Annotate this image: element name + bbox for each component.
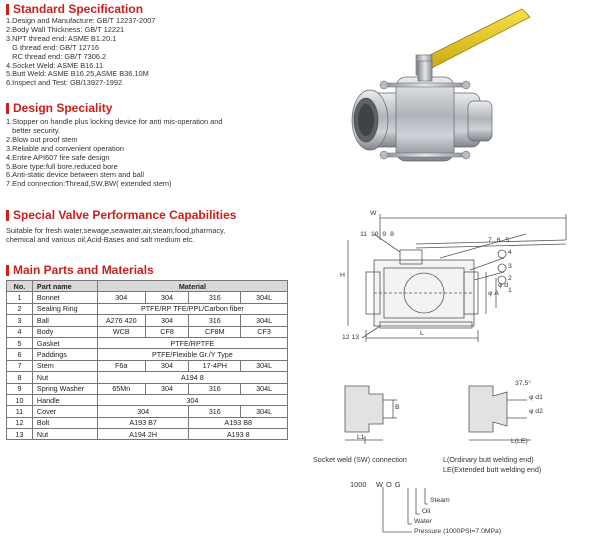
- row-part-name: Nut: [32, 372, 97, 383]
- material-cell: 17-4PH: [189, 360, 241, 371]
- material-cell: 304L: [241, 406, 288, 417]
- material-cell: 304L: [241, 383, 288, 394]
- material-cell: 65Mn: [97, 383, 145, 394]
- table-row: [7, 417, 288, 428]
- row-no: 10: [7, 394, 33, 405]
- row-no: 1: [7, 292, 33, 303]
- socket-weld-detail-icon: [335, 378, 435, 448]
- callout-8: 8: [390, 231, 394, 238]
- butt-weld-detail-icon: [455, 378, 565, 448]
- valve-section-drawing: [340, 210, 590, 370]
- row-no: 13: [7, 429, 33, 440]
- row-no: 9: [7, 383, 33, 394]
- table-row: [7, 429, 288, 440]
- legend-oil: Oil: [422, 508, 431, 515]
- row-no: 12: [7, 417, 33, 428]
- code-letters: W O G: [376, 480, 402, 489]
- title-bar-icon: [6, 265, 9, 276]
- row-part-name: Sealing Ring: [32, 303, 97, 314]
- title-bar-icon: [6, 103, 9, 114]
- table-row: [7, 337, 288, 348]
- row-no: 11: [7, 406, 33, 417]
- row-part-name: Gasket: [32, 337, 97, 348]
- material-cell: PTFE/RPTFE: [97, 337, 287, 348]
- material-cell: 316: [189, 383, 241, 394]
- pressure-code-legend: [350, 478, 550, 538]
- material-cell: A194 2H: [97, 429, 189, 440]
- row-part-name: Bonnet: [32, 292, 97, 303]
- list-item: 6.Anti-static device between stem and ball: [6, 170, 145, 180]
- standard-spec-title: [6, 2, 143, 16]
- list-item: G thread end: GB/T 12716: [6, 42, 100, 52]
- row-part-name: Nut: [32, 429, 97, 440]
- legend-water: Water: [414, 518, 432, 525]
- callout-2: 2: [508, 275, 512, 282]
- list-item: 4.Entire API607 fire safe design: [6, 152, 110, 162]
- row-no: 6: [7, 349, 33, 360]
- table-row: [7, 349, 288, 360]
- parts-title: [6, 263, 154, 277]
- list-item: 5.Bore type:full bore,reduced bore: [6, 161, 118, 171]
- row-part-name: Paddings: [32, 349, 97, 360]
- bw-detail: [455, 378, 565, 448]
- callout-11: 11: [360, 231, 368, 238]
- caption-extended-butt: LE(Extended butt welding end): [443, 465, 542, 474]
- dim-l: L: [420, 330, 424, 337]
- callout-5: 5: [505, 237, 510, 244]
- table-row: [7, 292, 288, 303]
- code-number: 1000: [350, 480, 367, 489]
- material-cell: A276 420: [97, 315, 145, 326]
- design-speciality-list: [6, 118, 223, 189]
- material-cell: WCB: [97, 326, 145, 337]
- performance-line: Suitable for fresh water,sewage,seawater,air,steam,food,pharmacy,: [6, 226, 226, 235]
- legend-steam: Steam: [430, 497, 450, 504]
- dim-b: B: [395, 404, 400, 411]
- title-bar-icon: [6, 4, 9, 15]
- row-part-name: Stem: [32, 360, 97, 371]
- standard-spec-list: [6, 17, 155, 88]
- design-speciality-title: [6, 101, 112, 115]
- list-item: 1.Stopper on handle plus locking device for anti mis-operation and: [6, 117, 223, 126]
- table-row: [7, 383, 288, 394]
- callout-4: 4: [508, 249, 512, 256]
- list-item: 7.End connection:Thread,SW,BW( extended stem): [6, 179, 172, 189]
- row-no: 3: [7, 315, 33, 326]
- material-cell: F6a: [97, 360, 145, 371]
- row-part-name: Spring Washer: [32, 383, 97, 394]
- list-item: RC thread end: GB/T 7306.2: [6, 51, 107, 61]
- parts-table: [6, 280, 288, 440]
- material-cell: 304: [145, 383, 189, 394]
- standard-spec-title-text: Standard Specification: [13, 2, 144, 16]
- list-item: better security.: [6, 125, 61, 135]
- header-material: Material: [97, 281, 287, 292]
- material-cell: 304: [97, 406, 189, 417]
- parts-title-text: Main Parts and Materials: [13, 263, 154, 277]
- list-item: 3.NPT thread end: ASME B1.20.1: [6, 33, 117, 43]
- material-cell: 304L: [241, 315, 288, 326]
- design-speciality-title-text: Design Speciality: [13, 101, 113, 115]
- row-no: 2: [7, 303, 33, 314]
- ball-valve-photo-icon: [300, 1, 536, 199]
- material-cell: 304: [97, 292, 145, 303]
- callout-12-13: 12 13: [342, 334, 360, 341]
- material-cell: 304: [145, 315, 189, 326]
- material-cell: 316: [189, 292, 241, 303]
- row-no: 5: [7, 337, 33, 348]
- material-cell: A193 B7: [97, 417, 189, 428]
- callout-6: 6: [496, 237, 501, 244]
- performance-line: chemical and various oil,Acid-Bases and salt medium etc.: [6, 235, 195, 244]
- valve-photo: [300, 1, 536, 199]
- callout-7: 7: [488, 237, 492, 244]
- callouts-left: [360, 231, 394, 238]
- list-item: 2.Body Wall Thickness: GB/T 12221: [6, 24, 125, 34]
- dim-h: H: [340, 272, 345, 279]
- list-item: 5.Butt Weld: ASME B16.25,ASME B36.10M: [6, 69, 149, 79]
- material-cell: CF8M: [189, 326, 241, 337]
- row-no: 4: [7, 326, 33, 337]
- dim-l1: L1: [357, 434, 365, 441]
- dim-phi-d: φ d: [498, 282, 509, 289]
- list-item: 2.Blow out proof stem: [6, 134, 78, 144]
- material-cell: A193 8: [189, 429, 288, 440]
- row-part-name: Body: [32, 326, 97, 337]
- callouts-right: [488, 237, 509, 244]
- callout-10: 10: [370, 231, 379, 238]
- table-row: [7, 372, 288, 383]
- row-no: 8: [7, 372, 33, 383]
- list-item: 6.Inspect and Test: GB/13927-1992: [6, 78, 123, 88]
- material-cell: 304: [97, 394, 287, 405]
- legend-pressure: Pressure (1000PSI=7.0MPa): [414, 528, 502, 535]
- material-cell: A194 8: [97, 372, 287, 383]
- special-performance-title: [6, 208, 236, 222]
- caption-socket-weld: Socket weld (SW) connection: [313, 455, 407, 464]
- table-header-row: [7, 281, 288, 292]
- special-performance-text: [6, 226, 225, 244]
- dim-angle: 37.5°: [515, 380, 531, 387]
- table-row: [7, 360, 288, 371]
- row-no: 7: [7, 360, 33, 371]
- material-cell: 316: [189, 406, 241, 417]
- list-item: 3.Reliable and convenient operation: [6, 143, 124, 153]
- material-cell: PTFE/RP TFE/PPL/Carbon fiber: [97, 303, 287, 314]
- dim-l-le: L(LE): [511, 438, 528, 445]
- callout-3: 3: [508, 263, 512, 270]
- sw-detail: [335, 378, 435, 448]
- row-part-name: Bolt: [32, 417, 97, 428]
- callout-1: 1: [508, 287, 512, 294]
- dim-w: W: [370, 210, 377, 217]
- row-part-name: Handle: [32, 394, 97, 405]
- list-item: 1.Design and Manufacture: GB/T 12237-2007: [6, 16, 156, 25]
- material-cell: 304: [145, 292, 189, 303]
- table-row: [7, 406, 288, 417]
- special-performance-title-text: Special Valve Performance Capabilities: [13, 208, 237, 222]
- callout-9: 9: [382, 231, 387, 238]
- caption-ordinary-butt: L(Ordinary butt welding end): [443, 455, 534, 464]
- table-row: [7, 303, 288, 314]
- dim-phi-a: φ A: [488, 290, 499, 297]
- dim-phi-d2: φ d2: [529, 408, 543, 415]
- title-bar-icon: [6, 210, 9, 221]
- material-cell: 304: [145, 360, 189, 371]
- header-part-name: Part name: [32, 281, 97, 292]
- table-row: [7, 326, 288, 337]
- list-item: 4.Socket Weld: ASME B16.11: [6, 60, 104, 70]
- material-cell: PTFE/Flexible Gr./Y Type: [97, 349, 287, 360]
- material-cell: CF8: [145, 326, 189, 337]
- material-cell: 316: [189, 315, 241, 326]
- material-cell: 304L: [241, 360, 288, 371]
- table-row: [7, 315, 288, 326]
- table-row: [7, 394, 288, 405]
- header-no: No.: [7, 281, 33, 292]
- material-cell: CF3: [241, 326, 288, 337]
- material-cell: 304L: [241, 292, 288, 303]
- row-part-name: Cover: [32, 406, 97, 417]
- dim-phi-d1: φ d1: [529, 394, 543, 401]
- material-cell: A193 B8: [189, 417, 288, 428]
- row-part-name: Ball: [32, 315, 97, 326]
